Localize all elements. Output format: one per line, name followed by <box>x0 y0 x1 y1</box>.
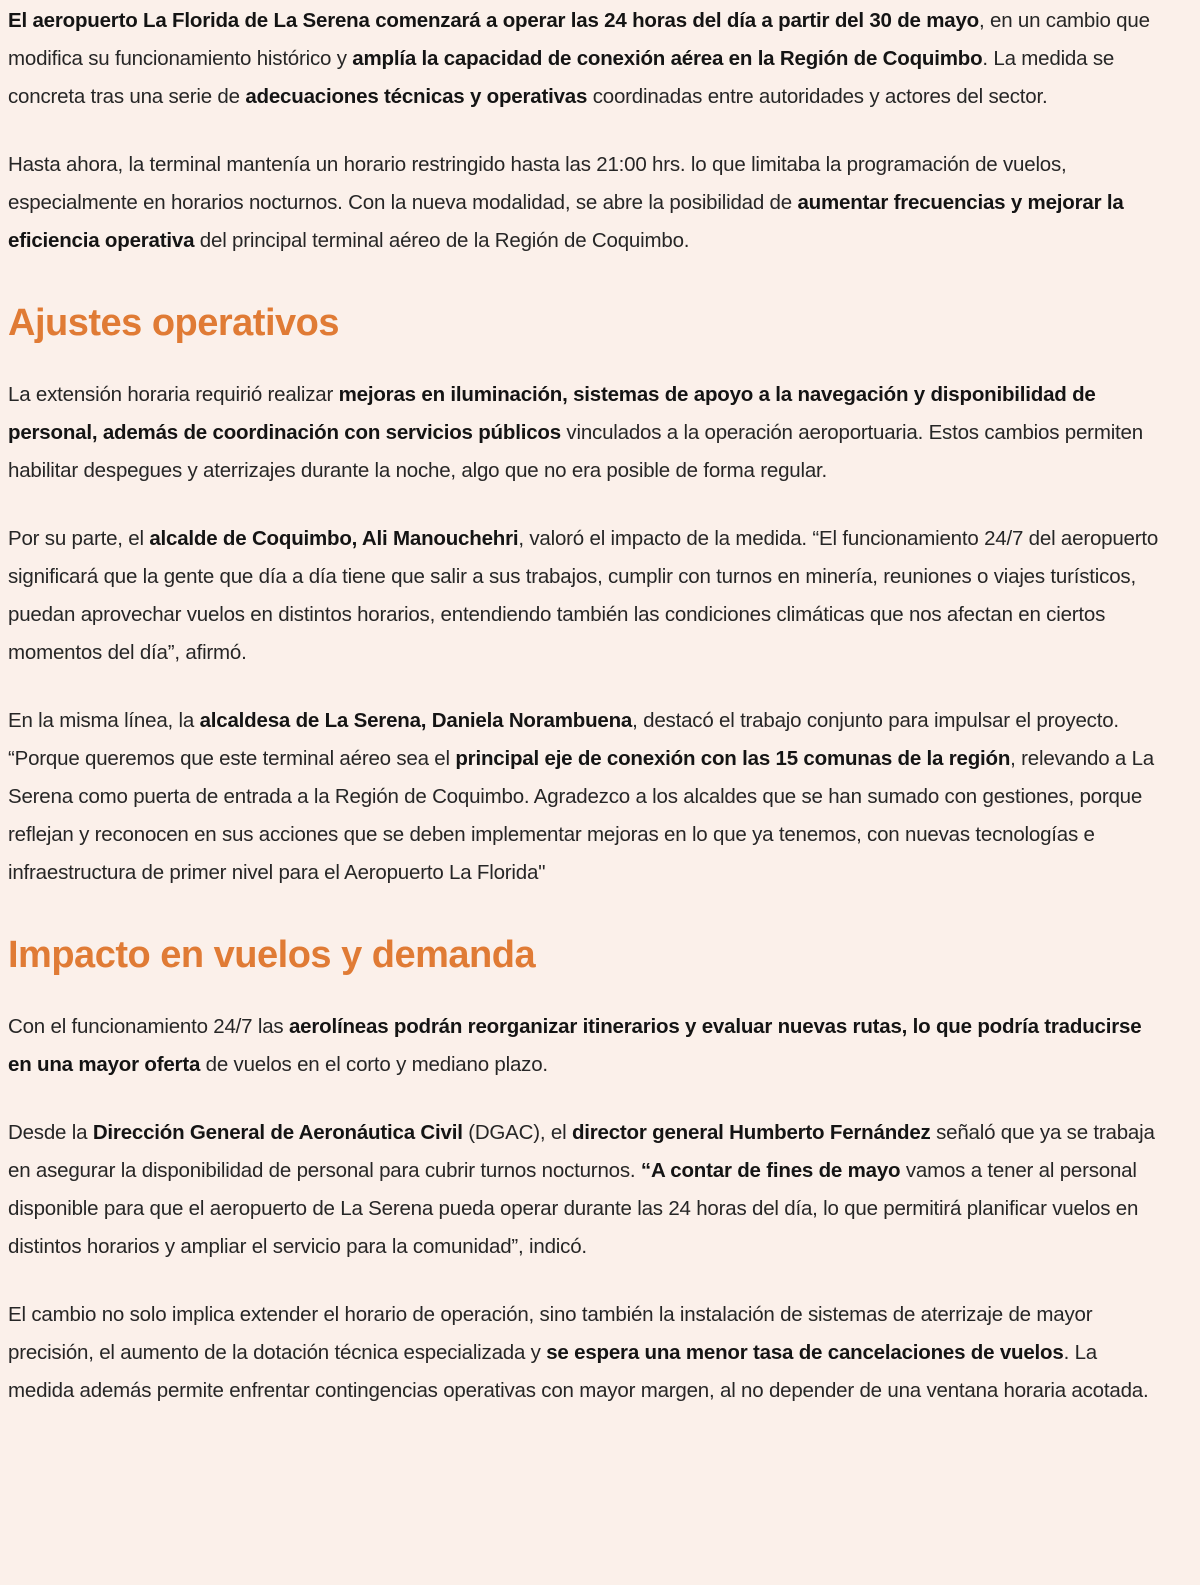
text-run: , relevando a La Serena como puerta de entrada a la Región de Coquimbo. Agradezco a los alcaldes que se han sumado con gestiones, porque reflejan y reconocen en sus acciones que se deben implementar mejoras en lo que ya tenemos, con nuevas tecnologías e infraestructura de primer nivel para el Aeropuerto La Florida" <box>8 747 1154 884</box>
article-paragraph <box>8 1296 1168 1410</box>
bold-text-run: “A contar de fines de mayo <box>640 1159 901 1182</box>
article-paragraph <box>8 2 1168 116</box>
text-run: Desde la <box>8 1121 93 1144</box>
text-run: señaló que ya se trabaja en asegurar la disponibilidad de personal para cubrir turnos nocturnos. <box>8 1121 1155 1182</box>
article-paragraph <box>8 146 1168 260</box>
article-paragraph <box>8 520 1168 672</box>
text-run: , valoró el impacto de la medida. “El funcionamiento 24/7 del aeropuerto significará que la gente que día a día tiene que salir a sus trabajos, cumplir con turnos en minería, reuniones o viajes turísticos, puedan aprovechar vuelos en distintos horarios, entendiendo también las condiciones climáticas que nos afectan en ciertos momentos del día”, afirmó. <box>8 527 1159 664</box>
article-paragraph <box>8 1008 1168 1084</box>
section-heading: Impacto en vuelos y demanda <box>8 934 536 976</box>
bold-text-run: principal eje de conexión con las 15 comunas de la región <box>455 747 1011 770</box>
bold-text-run: aumentar frecuencias y mejorar la eficiencia operativa <box>8 191 1124 252</box>
text-run: coordinadas entre autoridades y actores del sector. <box>587 85 1048 108</box>
text-run: . La medida además permite enfrentar contingencias operativas con mayor margen, al no depender de una ventana horaria acotada. <box>8 1341 1149 1402</box>
text-run: , destacó el trabajo conjunto para impulsar el proyecto. “Porque queremos que este terminal aéreo sea el <box>8 709 1119 770</box>
text-run: . La medida se concreta tras una serie de <box>8 47 1115 108</box>
bold-text-run: El aeropuerto La Florida de La Serena comenzará a operar las 24 horas del día a partir del 30 de mayo <box>8 9 980 32</box>
text-run: El cambio no solo implica extender el horario de operación, sino también la instalación de sistemas de aterrizaje de mayor precisión, el aumento de la dotación técnica especializada y <box>8 1303 1093 1364</box>
text-run: En la misma línea, la <box>8 709 200 732</box>
bold-text-run: adecuaciones técnicas y operativas <box>245 85 588 108</box>
article-paragraph <box>8 376 1168 490</box>
bold-text-run: alcaldesa de La Serena, Daniela Norambuena <box>199 709 633 732</box>
bold-text-run: amplía la capacidad de conexión aérea en la Región de Coquimbo <box>352 47 983 70</box>
text-run: La extensión horaria requirió realizar <box>8 383 339 406</box>
section-heading: Ajustes operativos <box>8 302 339 344</box>
bold-text-run: aerolíneas podrán reorganizar itinerarios y evaluar nuevas rutas, lo que podría traducirse en una mayor oferta <box>8 1015 1142 1076</box>
text-run: vinculados a la operación aeroportuaria. Estos cambios permiten habilitar despegues y aterrizajes durante la noche, algo que no era posible de forma regular. <box>8 421 1143 482</box>
text-run: Con el funcionamiento 24/7 las <box>8 1015 289 1038</box>
bold-text-run: director general Humberto Fernández <box>571 1121 931 1144</box>
article-paragraph <box>8 702 1168 892</box>
text-run: , en un cambio que modifica su funcionamiento histórico y <box>8 9 1150 70</box>
text-run: Por su parte, el <box>8 527 150 550</box>
text-run: Hasta ahora, la terminal mantenía un horario restringido hasta las 21:00 hrs. lo que limitaba la programación de vuelos, especialmente en horarios nocturnos. Con la nueva modalidad, se abre la posibilidad de <box>8 153 1067 214</box>
text-run: vamos a tener al personal disponible para que el aeropuerto de La Serena pueda operar durante las 24 horas del día, lo que permitirá planificar vuelos en distintos horarios y ampliar el servicio para la comunidad”, indicó. <box>8 1159 1139 1258</box>
bold-text-run: se espera una menor tasa de cancelaciones de vuelos <box>546 1341 1064 1364</box>
text-run: del principal terminal aéreo de la Región de Coquimbo. <box>194 229 690 252</box>
bold-text-run: Dirección General de Aeronáutica Civil <box>92 1121 463 1144</box>
bold-text-run: alcalde de Coquimbo, Ali Manouchehri <box>149 527 519 550</box>
text-run: de vuelos en el corto y mediano plazo. <box>200 1053 548 1076</box>
bold-text-run: mejoras en iluminación, sistemas de apoyo a la navegación y disponibilidad de personal, además de coordinación con servicios públicos <box>8 383 1096 444</box>
text-run: (DGAC), el <box>462 1121 572 1144</box>
article-paragraph <box>8 1114 1168 1266</box>
